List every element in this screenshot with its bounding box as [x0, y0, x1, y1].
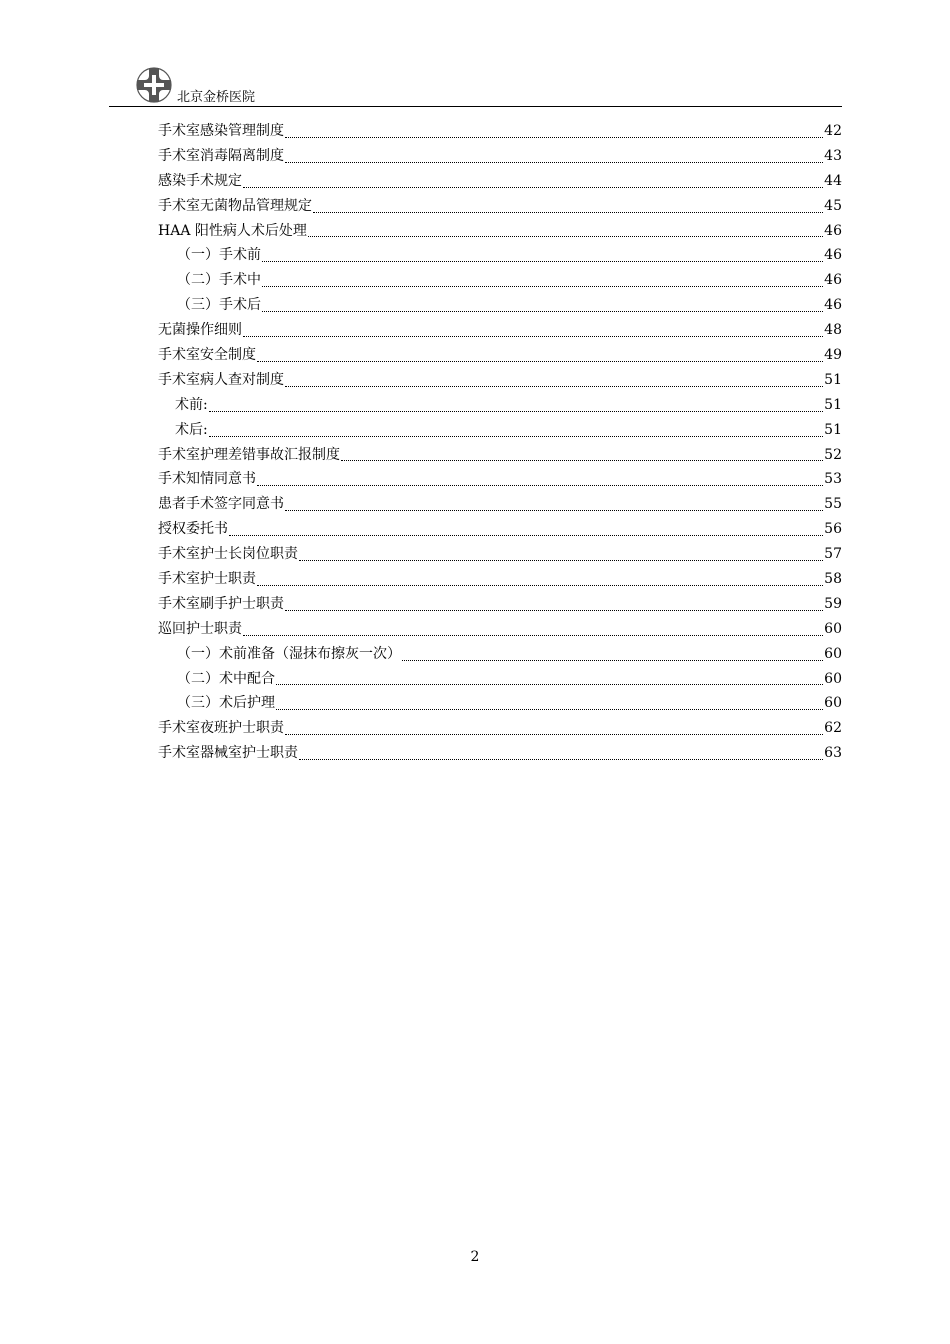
- toc-entry-page: 57: [824, 546, 842, 563]
- toc-entry-page: 53: [824, 471, 842, 488]
- toc-entry-page: 56: [824, 521, 842, 538]
- toc-entry-page: 43: [824, 147, 842, 164]
- toc-entry-page: 42: [824, 123, 842, 139]
- toc-entry-title: （三）术后护理: [177, 695, 275, 712]
- toc-entry-title: 手术室夜班护士职责: [158, 720, 284, 737]
- header-divider: [109, 106, 842, 107]
- toc-entry[interactable]: [158, 393, 842, 418]
- toc-entry-title: 感染手术规定: [158, 172, 242, 189]
- toc-entry-title: HAA 阳性病人术后处理: [158, 222, 307, 239]
- toc-entry-page: 51: [824, 421, 842, 438]
- toc-dot-leader: [285, 385, 823, 387]
- toc-dot-leader: [402, 659, 823, 661]
- toc-entry-page: 60: [824, 620, 842, 637]
- toc-entry[interactable]: [158, 119, 842, 144]
- toc-dot-leader: [257, 360, 823, 362]
- toc-dot-leader: [262, 310, 823, 312]
- toc-entry[interactable]: [158, 542, 842, 567]
- toc-entry[interactable]: [158, 642, 842, 667]
- toc-dot-leader: [209, 410, 823, 412]
- toc-entry-page: 44: [824, 172, 842, 189]
- toc-dot-leader: [285, 161, 823, 163]
- toc-dot-leader: [313, 211, 823, 213]
- toc-entry-title: 手术室护理差错事故汇报制度: [158, 446, 340, 463]
- toc-entry[interactable]: [158, 268, 842, 293]
- toc-entry[interactable]: [158, 492, 842, 517]
- toc-entry-page: 55: [824, 496, 842, 513]
- toc-dot-leader: [276, 708, 823, 710]
- toc-entry[interactable]: [158, 293, 842, 318]
- toc-dot-leader: [262, 260, 823, 262]
- toc-entry-title: （二）手术中: [177, 272, 261, 289]
- toc-entry[interactable]: [158, 517, 842, 542]
- toc-entry[interactable]: [158, 443, 842, 468]
- toc-entry-page: 62: [824, 720, 842, 737]
- toc-entry-page: 48: [824, 322, 842, 339]
- toc-entry-page: 51: [824, 396, 842, 413]
- toc-entry[interactable]: [158, 691, 842, 716]
- toc-entry-page: 46: [824, 247, 842, 264]
- toc-entry-page: 63: [824, 745, 842, 762]
- toc-entry[interactable]: [158, 716, 842, 741]
- toc-dot-leader: [229, 534, 823, 536]
- toc-entry[interactable]: [158, 418, 842, 443]
- toc-entry-title: 手术室护士长岗位职责: [158, 546, 298, 563]
- toc-entry-page: 49: [824, 347, 842, 364]
- toc-entry-title: 巡回护士职责: [158, 620, 242, 637]
- toc-entry[interactable]: [158, 467, 842, 492]
- toc-entry-page: 46: [824, 272, 842, 289]
- toc-entry-title: 手术室无菌物品管理规定: [158, 197, 312, 214]
- toc-entry-page: 60: [824, 695, 842, 712]
- toc-entry-title: 手术室消毒隔离制度: [158, 147, 284, 164]
- toc-entry-title: 患者手术签字同意书: [158, 496, 284, 513]
- toc-entry-title: 术前:: [175, 396, 208, 413]
- toc-entry-title: 手术室安全制度: [158, 347, 256, 364]
- toc-entry[interactable]: [158, 169, 842, 194]
- toc-dot-leader: [308, 235, 823, 237]
- toc-entry-title: （一）手术前: [177, 247, 261, 264]
- toc-entry-title: （一）术前准备（湿抹布擦灰一次）: [177, 645, 401, 662]
- medical-cross-icon: [135, 66, 173, 104]
- toc-entry-page: 45: [824, 197, 842, 214]
- toc-entry-title: 无菌操作细则: [158, 322, 242, 339]
- toc-entry[interactable]: [158, 617, 842, 642]
- toc-entry-title: 手术室护士职责: [158, 571, 256, 588]
- toc-entry[interactable]: [158, 667, 842, 692]
- toc-dot-leader: [209, 435, 823, 437]
- toc-entry-page: 51: [824, 371, 842, 388]
- toc-entry[interactable]: [158, 243, 842, 268]
- toc-entry-page: 46: [824, 297, 842, 314]
- toc-entry-page: 60: [824, 645, 842, 662]
- toc-entry[interactable]: [158, 741, 842, 766]
- toc-dot-leader: [243, 634, 823, 636]
- toc-entry-page: 59: [824, 595, 842, 612]
- toc-entry-title: （三）手术后: [177, 297, 261, 314]
- toc-dot-leader: [257, 484, 823, 486]
- toc-dot-leader: [243, 335, 823, 337]
- toc-entry[interactable]: [158, 144, 842, 169]
- toc-entry[interactable]: [158, 219, 842, 244]
- toc-entry-page: 58: [824, 571, 842, 588]
- toc-entry-title: 手术室刷手护士职责: [158, 595, 284, 612]
- toc-entry-page: 46: [824, 222, 842, 239]
- toc-entry-title: 手术室病人查对制度: [158, 371, 284, 388]
- table-of-contents: [158, 119, 842, 766]
- toc-dot-leader: [276, 683, 823, 685]
- page-number: 2: [470, 1249, 480, 1265]
- toc-entry[interactable]: [158, 194, 842, 219]
- toc-entry-title: 手术室感染管理制度: [158, 123, 284, 139]
- toc-entry[interactable]: [158, 567, 842, 592]
- toc-dot-leader: [285, 733, 823, 735]
- toc-entry-title: 术后:: [175, 421, 208, 438]
- toc-dot-leader: [341, 459, 823, 461]
- toc-entry[interactable]: [158, 368, 842, 393]
- toc-entry-title: 手术室器械室护士职责: [158, 745, 298, 762]
- toc-entry[interactable]: [158, 592, 842, 617]
- page-header: [109, 66, 842, 108]
- toc-dot-leader: [285, 136, 823, 138]
- toc-dot-leader: [299, 758, 823, 760]
- toc-dot-leader: [243, 186, 823, 188]
- toc-entry-title: 授权委托书: [158, 521, 228, 538]
- toc-dot-leader: [285, 609, 823, 611]
- toc-dot-leader: [299, 559, 823, 561]
- toc-entry-title: （二）术中配合: [177, 670, 275, 687]
- toc-dot-leader: [262, 285, 823, 287]
- toc-dot-leader: [285, 509, 823, 511]
- toc-entry[interactable]: [158, 343, 842, 368]
- toc-entry-page: 52: [824, 446, 842, 463]
- toc-entry-page: 60: [824, 670, 842, 687]
- hospital-name: 北京金桥医院: [177, 90, 256, 105]
- toc-entry-title: 手术知情同意书: [158, 471, 256, 488]
- toc-entry[interactable]: [158, 318, 842, 343]
- toc-dot-leader: [257, 584, 823, 586]
